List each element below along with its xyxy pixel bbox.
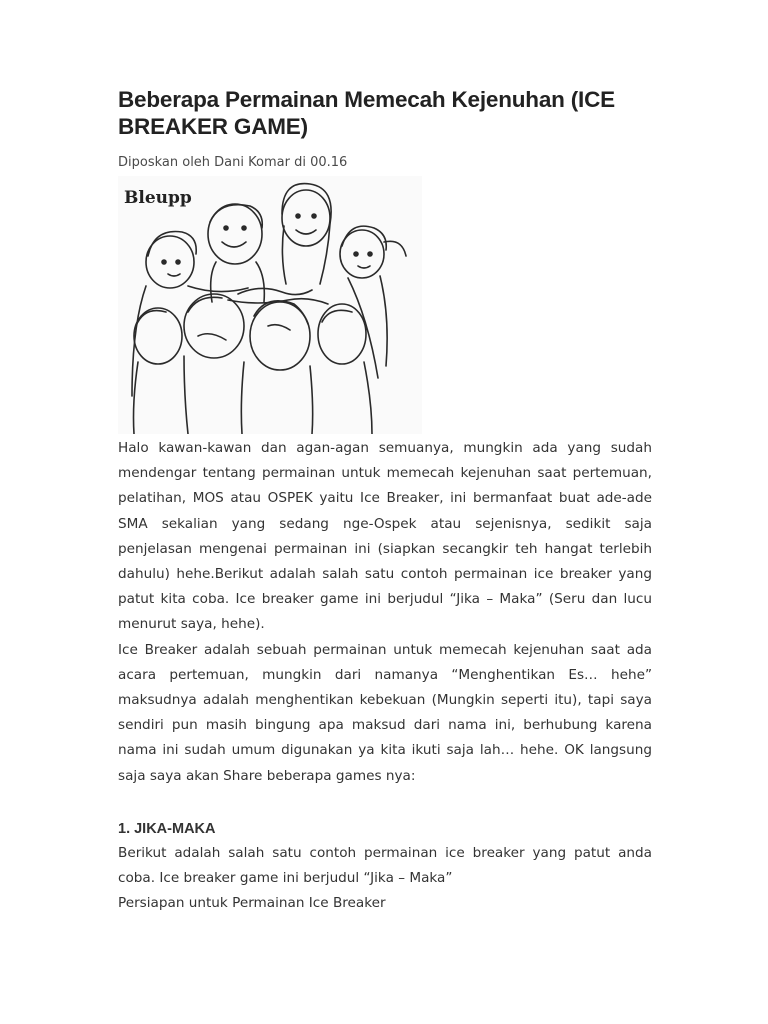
post-title: Beberapa Permainan Memecah Kejenuhan (ICE BREAKER GAME) (118, 87, 615, 139)
illustration-caption: Bleupp (124, 188, 192, 208)
section-subheading: Persiapan untuk Permainan Ice Breaker (118, 895, 386, 912)
section-body: Berikut adalah salah satu contoh permainan ice breaker yang patut anda coba. Ice breaker game ini berjudul “Jika – Maka” (118, 844, 652, 887)
article (118, 86, 652, 916)
section-heading: 1. JIKA-MAKA (118, 820, 216, 837)
paragraph-definition: Ice Breaker adalah sebuah permainan untuk memecah kejenuhan saat ada acara pertemuan, mungkin dari namanya “Menghentikan Es… hehe” maksudnya adalah menghentikan kebekuan (Mungkin seperti itu), tapi saya sendiri pun masih bingung apa maksud dari nama ini, berhubung karena nama ini sudah umum digunakan ya kita ikuti saja lah… hehe. OK langsung saja saya akan Share beberapa games nya: (118, 641, 652, 784)
post-byline: Diposkan oleh Dani Komar di 00.16 (118, 155, 348, 170)
paragraph-intro: Halo kawan-kawan dan agan-agan semuanya, mungkin ada yang sudah mendengar tentang permainan untuk memecah kejenuhan saat pertemuan, pelatihan, MOS atau OSPEK yaitu Ice Breaker, ini bermanfaat buat ade-ade SMA sekalian yang sedang nge-Ospek atau sejenisnya, sedikit saja penjelasan mengenai permainan ini (siapkan secangkir teh hangat terlebih dahulu) hehe.Berikut adalah salah satu contoh permainan ice breaker yang patut kita coba. Ice breaker game ini berjudul “Jika – Maka” (Seru dan lucu menurut saya, hehe). (118, 440, 652, 633)
children-huddle-illustration (118, 176, 422, 434)
